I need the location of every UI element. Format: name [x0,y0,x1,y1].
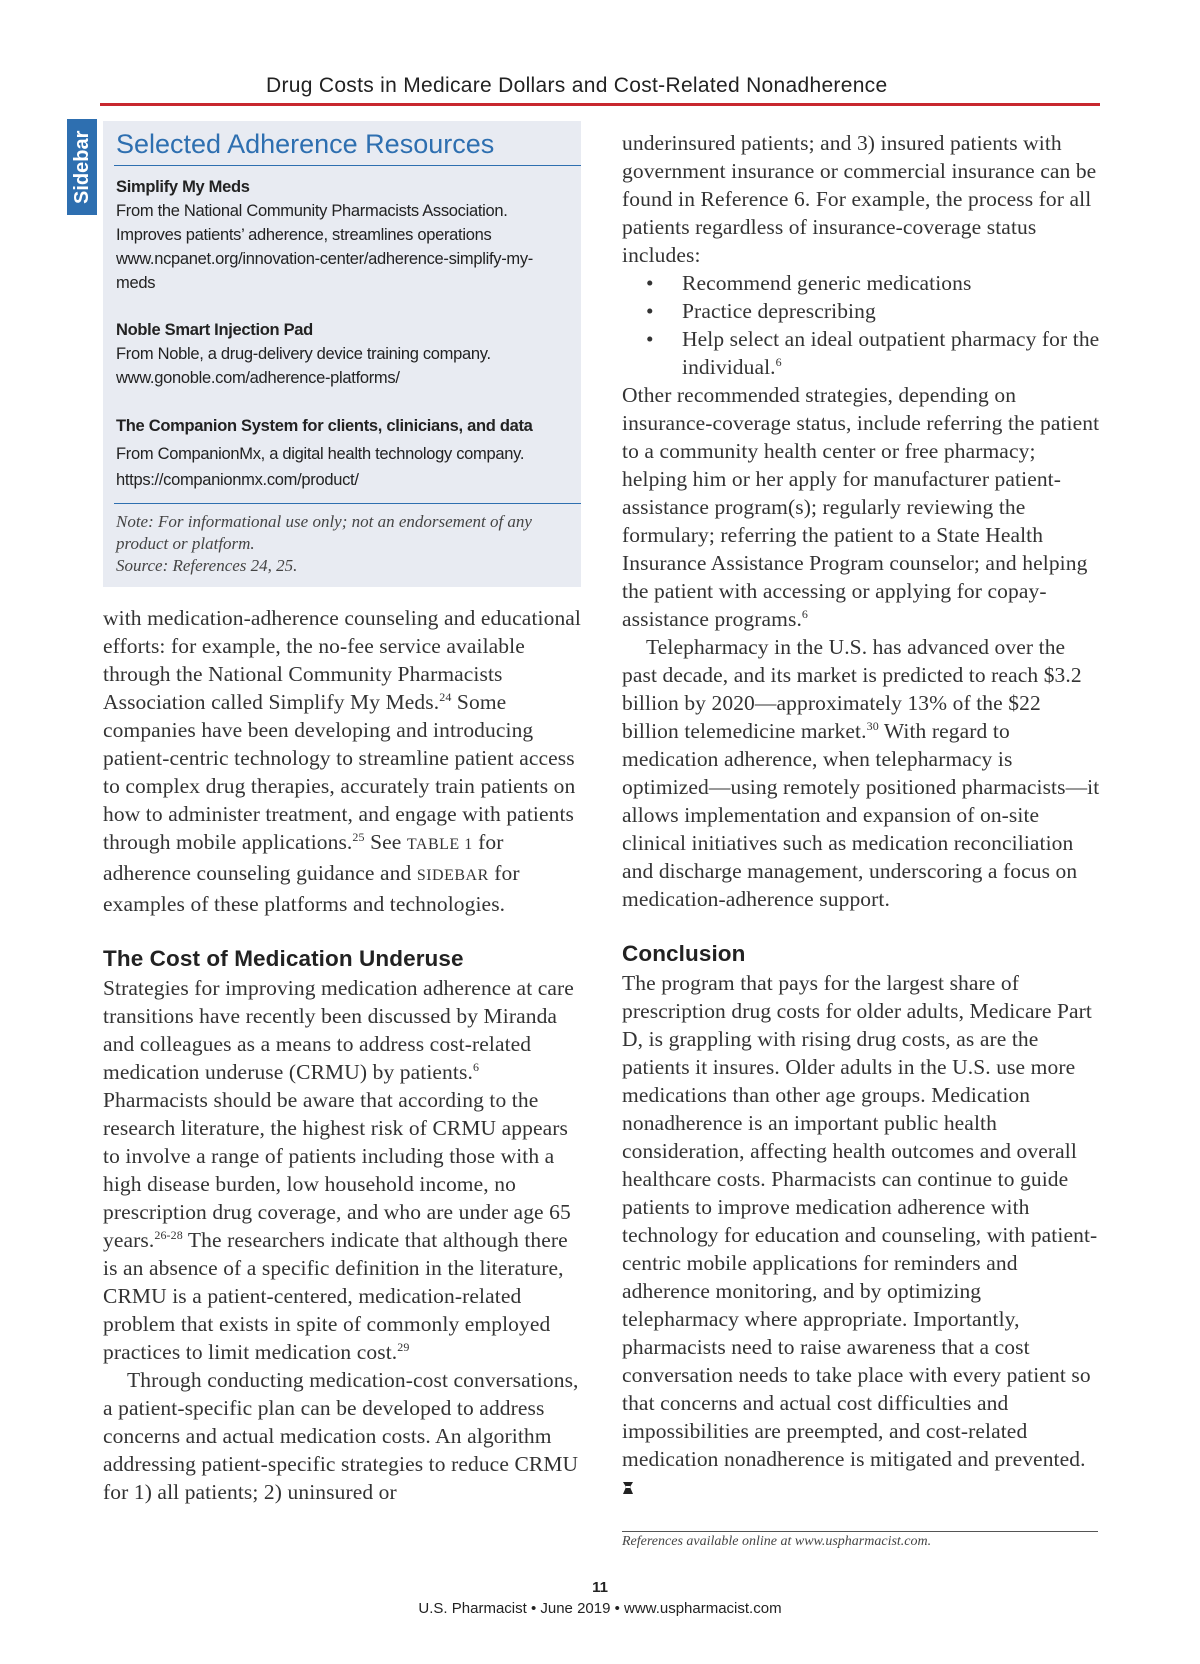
references-rule [622,1531,1098,1532]
text-run: for adherence counseling guidance and [103,830,504,885]
right-column [622,129,1100,1501]
body-paragraph: Through conducting medication-cost conversations, a patient-specific plan can be developed to address concerns and actual medication costs. An algorithm addressing patient-specific strategies to reduce CRMU for 1) all patients; 2) uninsured or [103,1368,579,1504]
resource-description: From the National Community Pharmacists Association. [116,202,508,220]
sidebar-reference[interactable]: SIDEBAR [416,867,489,884]
body-paragraph [622,969,1100,1501]
citation: 30 [866,718,879,733]
sidebar-source: Source: References 24, 25. [116,556,298,575]
resource-name: Simplify My Meds [116,178,250,196]
text-run: Strategies for improving medication adherence at care transitions have recently been discussed by Miranda and colleagues as a means to address cost-related medication underuse (CRMU) by patients. [103,976,574,1084]
resource-companion-system [116,414,576,492]
sidebar-disclaimer: Note: For informational use only; not an endorsement of any product or platform. [116,512,532,553]
text-run: with medication-adherence counseling and educational efforts: for example, the no-fee service available through the National Community Pharmacists Association called Simplify My Meds. [103,606,582,714]
resource-description: From Noble, a drug-delivery device training company. [116,345,491,363]
running-title: Drug Costs in Medicare Dollars and Cost-Related Nonadherence [266,74,888,97]
sidebar-note-rule [114,503,581,504]
text-run: Pharmacists should be aware that according to the research literature, the highest risk of CRMU appears to involve a range of patients including those with a high disease burden, low household income, no prescription drug coverage, and who are under age 65 years. [103,1088,571,1252]
section-heading-conclusion: Conclusion [622,941,746,966]
resource-description: From CompanionMx, a digital health technology company. [116,445,525,463]
citation: 29 [397,1339,410,1354]
strategy-list [622,269,1100,381]
resource-url[interactable]: www.gonoble.com/adherence-platforms/ [116,369,400,387]
sidebar-note [116,511,576,577]
resource-simplify-my-meds [116,175,576,295]
text-run: The researchers indicate that although there is an absence of a specific definition in the literature, CRMU is a patient-centered, medication-related problem that exists in spite of commonly employed practices to limit medication cost. [103,1228,568,1364]
text-run: With regard to medication adherence, when telepharmacy is optimized—using remotely positioned pharmacists—it allows implementation and expansion of on-site clinical initiatives such as medication reconciliation and discharge management, underscoring a focus on medication-adherence support. [622,719,1100,911]
running-head [100,74,1100,98]
resource-url[interactable]: www.ncpanet.org/innovation-center/adherence-simplify-my-meds [116,250,533,292]
left-column [103,604,583,1506]
text-run: The program that pays for the largest share of prescription drug costs for older adults, Medicare Part D, is grappling with rising drug costs, as are the patients it insures. Older adults in the U.S. use more medications than other age groups. Medication nonadherence is an important public health consideration, affecting health outcomes and overall healthcare costs. Pharmacists can continue to guide patients to improve medication adherence with technology for education and counseling, with patient-centric mobile applications for reminders and adherence monitoring, and by optimizing telepharmacy where appropriate. Importantly, pharmacists need to raise awareness that a cost conversation needs to take place with every patient so that concerns and actual cost difficulties and impossibilities are preempted, and cost-related medication nonadherence is mitigated and prevented. [622,971,1098,1471]
sidebar-title: Selected Adherence Resources [116,129,495,159]
section-heading-cost-of-underuse: The Cost of Medication Underuse [103,946,464,971]
citation: 6 [801,606,809,621]
sidebar-title-rule [114,165,581,166]
header-rule [100,103,1100,106]
text-run: See [364,830,407,854]
end-of-article-icon [622,1474,634,1488]
citation: 25 [352,829,365,844]
list-item-text: Help select an ideal outpatient pharmacy for the individual. [682,327,1100,379]
footer-publication: U.S. Pharmacist • June 2019 • www.uspharmacist.com [418,1600,782,1617]
body-paragraph [622,381,1100,633]
citation: 6 [775,354,782,369]
text-run: Some companies have been developing and introducing patient-centric technology to streamline patient access to complex drug therapies, accurately train patients on how to administer treatment, and engage with patients through mobile applications. [103,690,576,854]
table-reference[interactable]: TABLE 1 [406,836,473,853]
resource-name: The Companion System for clients, clinicians, and data [116,417,533,435]
list-item [682,325,1100,381]
list-item: • Practice deprescribing [682,297,1100,325]
resource-url[interactable]: https://companionmx.com/product/ [116,471,359,489]
citation: 26-28 [154,1227,183,1242]
resource-noble-smart-injection-pad [116,318,576,390]
text-run: Other recommended strategies, depending on insurance-coverage status, include referring the patient to a community health center or free pharmacy; helping him or her apply for manufacturer patient-assistance program(s); regularly reviewing the formulary; referring the patient to a State Health Insurance Assistance Program counselor; and helping the patient with accessing or applying for copay-assistance programs. [622,383,1100,631]
citation: 24 [439,689,452,704]
body-paragraph [103,974,583,1366]
body-paragraph: underinsured patients; and 3) insured patients with government insurance or commercial insurance can be found in Reference 6. For example, the process for all patients regardless of insurance-coverage status includes: [622,131,1097,267]
text-run: for examples of these platforms and technologies. [103,861,520,916]
page-number: 11 [592,1579,608,1596]
resource-description: Improves patients’ adherence, streamlines operations [116,226,492,244]
references-note: References available online at www.uspharmacist.com. [622,1534,932,1549]
body-paragraph [103,604,583,918]
citation: 6 [472,1059,480,1074]
text-run: Telepharmacy in the U.S. has advanced over the past decade, and its market is predicted to reach $3.2 billion by 2020—approximately 13% of the $22 billion telemedicine market. [622,635,1082,743]
sidebar-tab-label: Sidebar [71,130,93,204]
body-paragraph [622,633,1100,913]
list-item: • Recommend generic medications [682,269,1100,297]
resource-name: Noble Smart Injection Pad [116,321,313,339]
